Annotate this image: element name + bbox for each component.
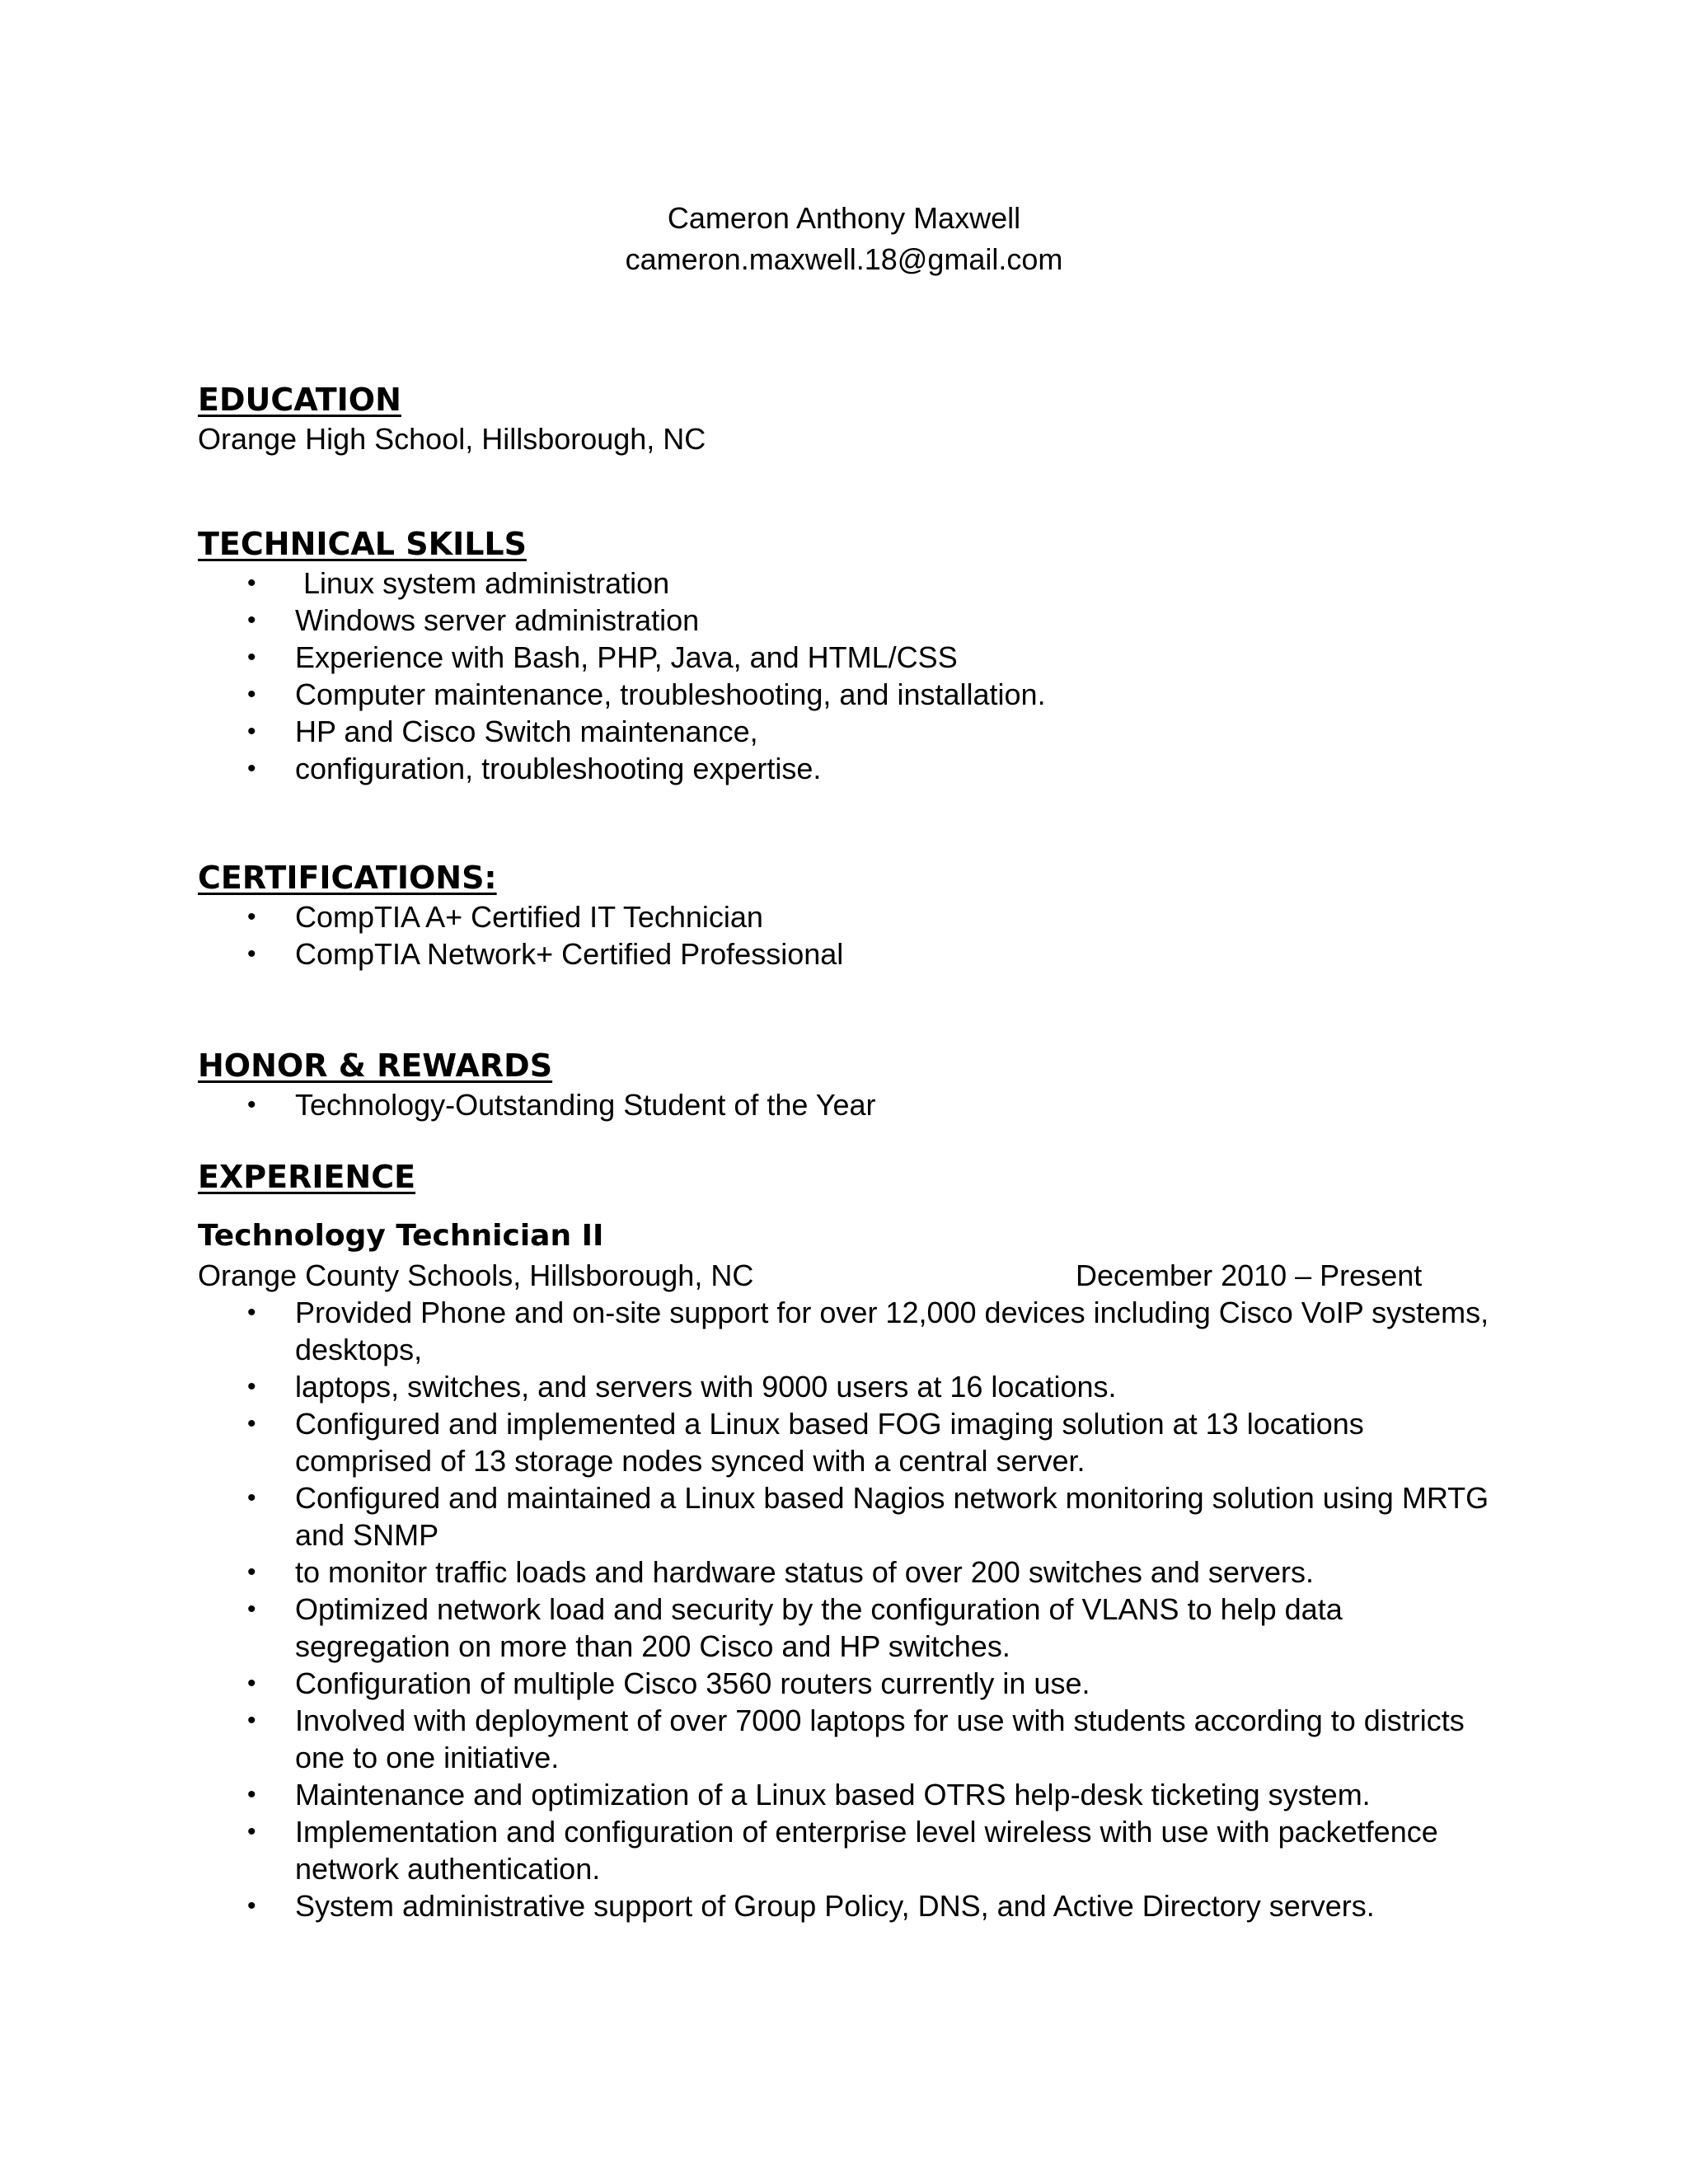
job-employer-line <box>198 1257 1492 1294</box>
job-duties-list <box>198 1294 1492 1924</box>
list-item-text: Experience with Bash, PHP, Java, and HTML/CSS <box>295 640 958 674</box>
list-item-text: configuration, troubleshooting expertise. <box>295 752 822 785</box>
bullet-icon: • <box>247 1484 256 1511</box>
bullet-icon: • <box>247 1596 256 1623</box>
job-dates: December 2010 – Present <box>1076 1258 1423 1292</box>
bullet-icon: • <box>247 1781 256 1808</box>
list-item-text: Windows server administration <box>295 603 700 637</box>
bullet-icon: • <box>247 607 256 634</box>
technical-skills-list <box>198 565 1492 787</box>
list-item-text: Linux system administration <box>295 566 670 600</box>
list-item-text: laptops, switches, and servers with 9000 users at 16 locations. <box>295 1370 1117 1404</box>
experience-heading: EXPERIENCE <box>198 1159 416 1195</box>
bullet-icon: • <box>247 1373 256 1400</box>
bullet-icon: • <box>247 940 256 968</box>
bullet-icon: • <box>247 644 256 671</box>
technical-skills-heading: TECHNICAL SKILLS <box>198 526 527 562</box>
list-item <box>198 565 1492 602</box>
list-item <box>198 713 1492 750</box>
bullet-icon: • <box>247 569 256 597</box>
list-item <box>198 1086 1492 1123</box>
list-item <box>198 1405 1492 1479</box>
list-item-text: Configured and maintained a Linux based Nagios network monitoring solution using MRTG and SNMP <box>295 1481 1489 1552</box>
list-item <box>198 750 1492 787</box>
technical-skills-section <box>198 523 1492 787</box>
list-item <box>198 898 1492 935</box>
list-item-text: CompTIA Network+ Certified Professional <box>295 937 844 971</box>
list-item-text: Computer maintenance, troubleshooting, and installation. <box>295 677 1046 711</box>
certifications-section <box>198 857 1492 972</box>
list-item <box>198 1554 1492 1591</box>
list-item-text: Involved with deployment of over 7000 laptops for use with students according to districts one to one initiative. <box>295 1704 1465 1774</box>
education-school: Orange High School, Hillsborough, NC <box>198 422 706 456</box>
list-item <box>198 602 1492 639</box>
education-heading: EDUCATION <box>198 382 401 418</box>
list-item <box>198 1368 1492 1405</box>
list-item-text: Technology-Outstanding Student of the Year <box>295 1088 876 1122</box>
list-item <box>198 639 1492 676</box>
list-item <box>198 1813 1492 1887</box>
candidate-email: cameron.maxwell.18@gmail.com <box>625 242 1063 276</box>
resume-header <box>0 198 1688 280</box>
candidate-name: Cameron Anthony Maxwell <box>667 201 1021 235</box>
honors-section <box>198 1045 1492 1123</box>
honors-list <box>198 1086 1492 1123</box>
bullet-icon: • <box>247 1707 256 1734</box>
list-item <box>198 1591 1492 1665</box>
bullet-icon: • <box>247 1892 256 1919</box>
list-item <box>198 1702 1492 1776</box>
list-item <box>198 1294 1492 1368</box>
list-item-text: Configuration of multiple Cisco 3560 routers currently in use. <box>295 1666 1090 1700</box>
list-item-text: Optimized network load and security by the configuration of VLANS to help data segregation on more than 200 Cisco and HP switches. <box>295 1592 1343 1663</box>
bullet-icon: • <box>247 903 256 930</box>
list-item-text: HP and Cisco Switch maintenance, <box>295 715 758 748</box>
bullet-icon: • <box>247 1818 256 1845</box>
bullet-icon: • <box>247 718 256 745</box>
list-item <box>198 935 1492 972</box>
list-item-text: System administrative support of Group Policy, DNS, and Active Directory servers. <box>295 1889 1375 1923</box>
bullet-icon: • <box>247 681 256 708</box>
list-item <box>198 676 1492 713</box>
honors-heading: HONOR & REWARDS <box>198 1047 553 1084</box>
bullet-icon: • <box>247 1299 256 1326</box>
job-employer: Orange County Schools, Hillsborough, NC <box>198 1258 754 1292</box>
bullet-icon: • <box>247 1091 256 1118</box>
list-item-text: Provided Phone and on-site support for over 12,000 devices including Cisco VoIP systems, desktops, <box>295 1296 1489 1366</box>
bullet-icon: • <box>247 755 256 782</box>
list-item-text: CompTIA A+ Certified IT Technician <box>295 900 763 934</box>
bullet-icon: • <box>247 1558 256 1586</box>
list-item <box>198 1887 1492 1924</box>
list-item-text: Configured and implemented a Linux based FOG imaging solution at 13 locations comprised of 13 storage nodes synced with a central server. <box>295 1407 1364 1478</box>
resume-body <box>198 379 1492 1924</box>
education-section <box>198 379 1492 457</box>
list-item-text: to monitor traffic loads and hardware status of over 200 switches and servers. <box>295 1555 1314 1589</box>
experience-section <box>198 1156 1492 1924</box>
list-item <box>198 1479 1492 1554</box>
certifications-list <box>198 898 1492 972</box>
job-title: Technology Technician II <box>198 1219 604 1253</box>
bullet-icon: • <box>247 1410 256 1437</box>
certifications-heading: CERTIFICATIONS: <box>198 860 497 896</box>
list-item-text: Maintenance and optimization of a Linux based OTRS help-desk ticketing system. <box>295 1778 1371 1811</box>
list-item-text: Implementation and configuration of enterprise level wireless with use with packetfence network authentication. <box>295 1815 1438 1886</box>
list-item <box>198 1776 1492 1813</box>
list-item <box>198 1665 1492 1702</box>
bullet-icon: • <box>247 1670 256 1697</box>
